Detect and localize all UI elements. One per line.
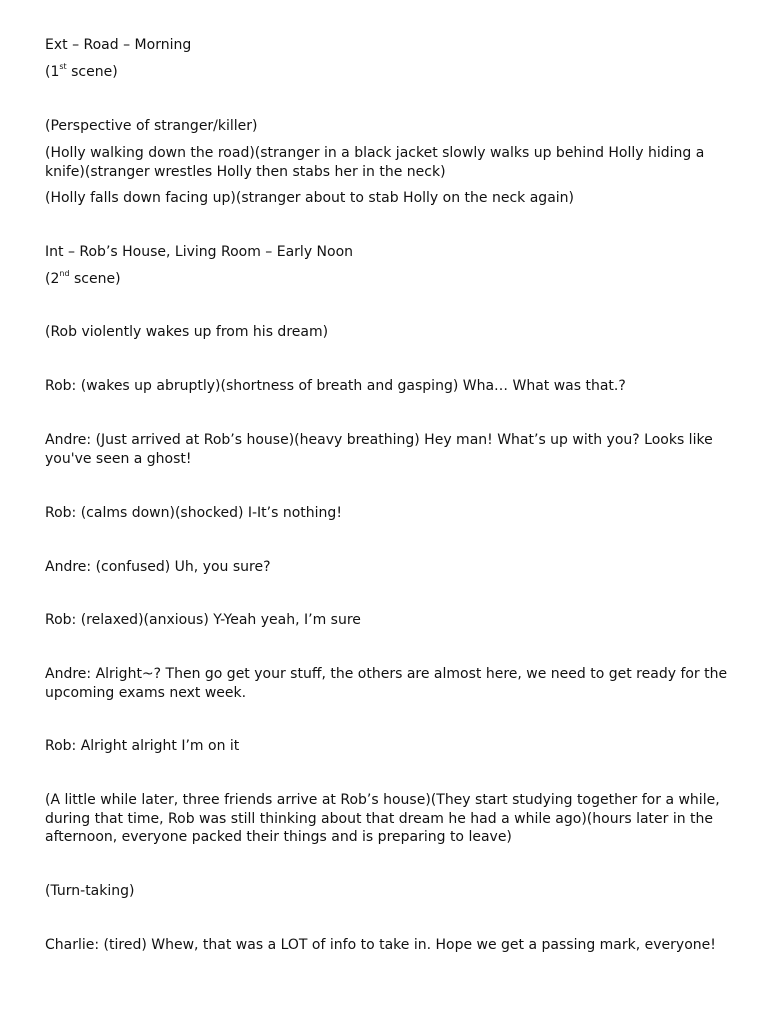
direction-holly-walking: (Holly walking down the road)(stranger in a black jacket slowly walks up behind Holly hiding a knife)(stranger wrestles Holly then stabs her in the neck) (45, 145, 705, 180)
dialogue-andre-2: Andre: (confused) Uh, you sure? (45, 559, 271, 575)
scene-heading-1: Ext – Road – Morning (45, 37, 192, 53)
dialogue-rob-3: Rob: (relaxed)(anxious) Y-Yeah yeah, I’m sure (45, 612, 361, 628)
scene-heading-2: Int – Rob’s House, Living Room – Early Noon (45, 244, 354, 260)
scene-number-2 (45, 270, 735, 289)
dialogue-rob-1: Rob: (wakes up abruptly)(shortness of breath and gasping) Wha… What was that.? (45, 378, 626, 394)
direction-rob-wakes: (Rob violently wakes up from his dream) (45, 324, 329, 340)
scene-number-2-open: (2 (45, 271, 60, 287)
scene-number-1-close: scene) (66, 64, 118, 80)
scene-number-1-ordinal: st (59, 62, 67, 72)
direction-turn-taking: (Turn-taking) (45, 883, 135, 899)
direction-study-session: (A little while later, three friends arrive at Rob’s house)(They start studying together for a while, during that time, Rob was still thinking about that dream he had a while ago)(hours later in the afternoon, everyone packed their things and is preparing to leave) (45, 792, 720, 845)
dialogue-rob-2: Rob: (calms down)(shocked) I-It’s nothing! (45, 505, 342, 521)
dialogue-andre-3: Andre: Alright~? Then go get your stuff, the others are almost here, we need to get ready for the upcoming exams next week. (45, 666, 728, 701)
direction-perspective: (Perspective of stranger/killer) (45, 118, 258, 134)
scene-number-1 (45, 63, 735, 82)
dialogue-rob-4: Rob: Alright alright I’m on it (45, 738, 240, 754)
dialogue-charlie-1: Charlie: (tired) Whew, that was a LOT of info to take in. Hope we get a passing mark, everyone! (45, 937, 716, 953)
dialogue-andre-1: Andre: (Just arrived at Rob’s house)(heavy breathing) Hey man! What’s up with you? Looks like you've seen a ghost! (45, 432, 713, 467)
scene-number-2-ordinal: nd (59, 269, 70, 279)
direction-holly-falls: (Holly falls down facing up)(stranger about to stab Holly on the neck again) (45, 190, 574, 206)
scene-number-2-close: scene) (69, 271, 121, 287)
scene-number-1-open: (1 (45, 64, 60, 80)
